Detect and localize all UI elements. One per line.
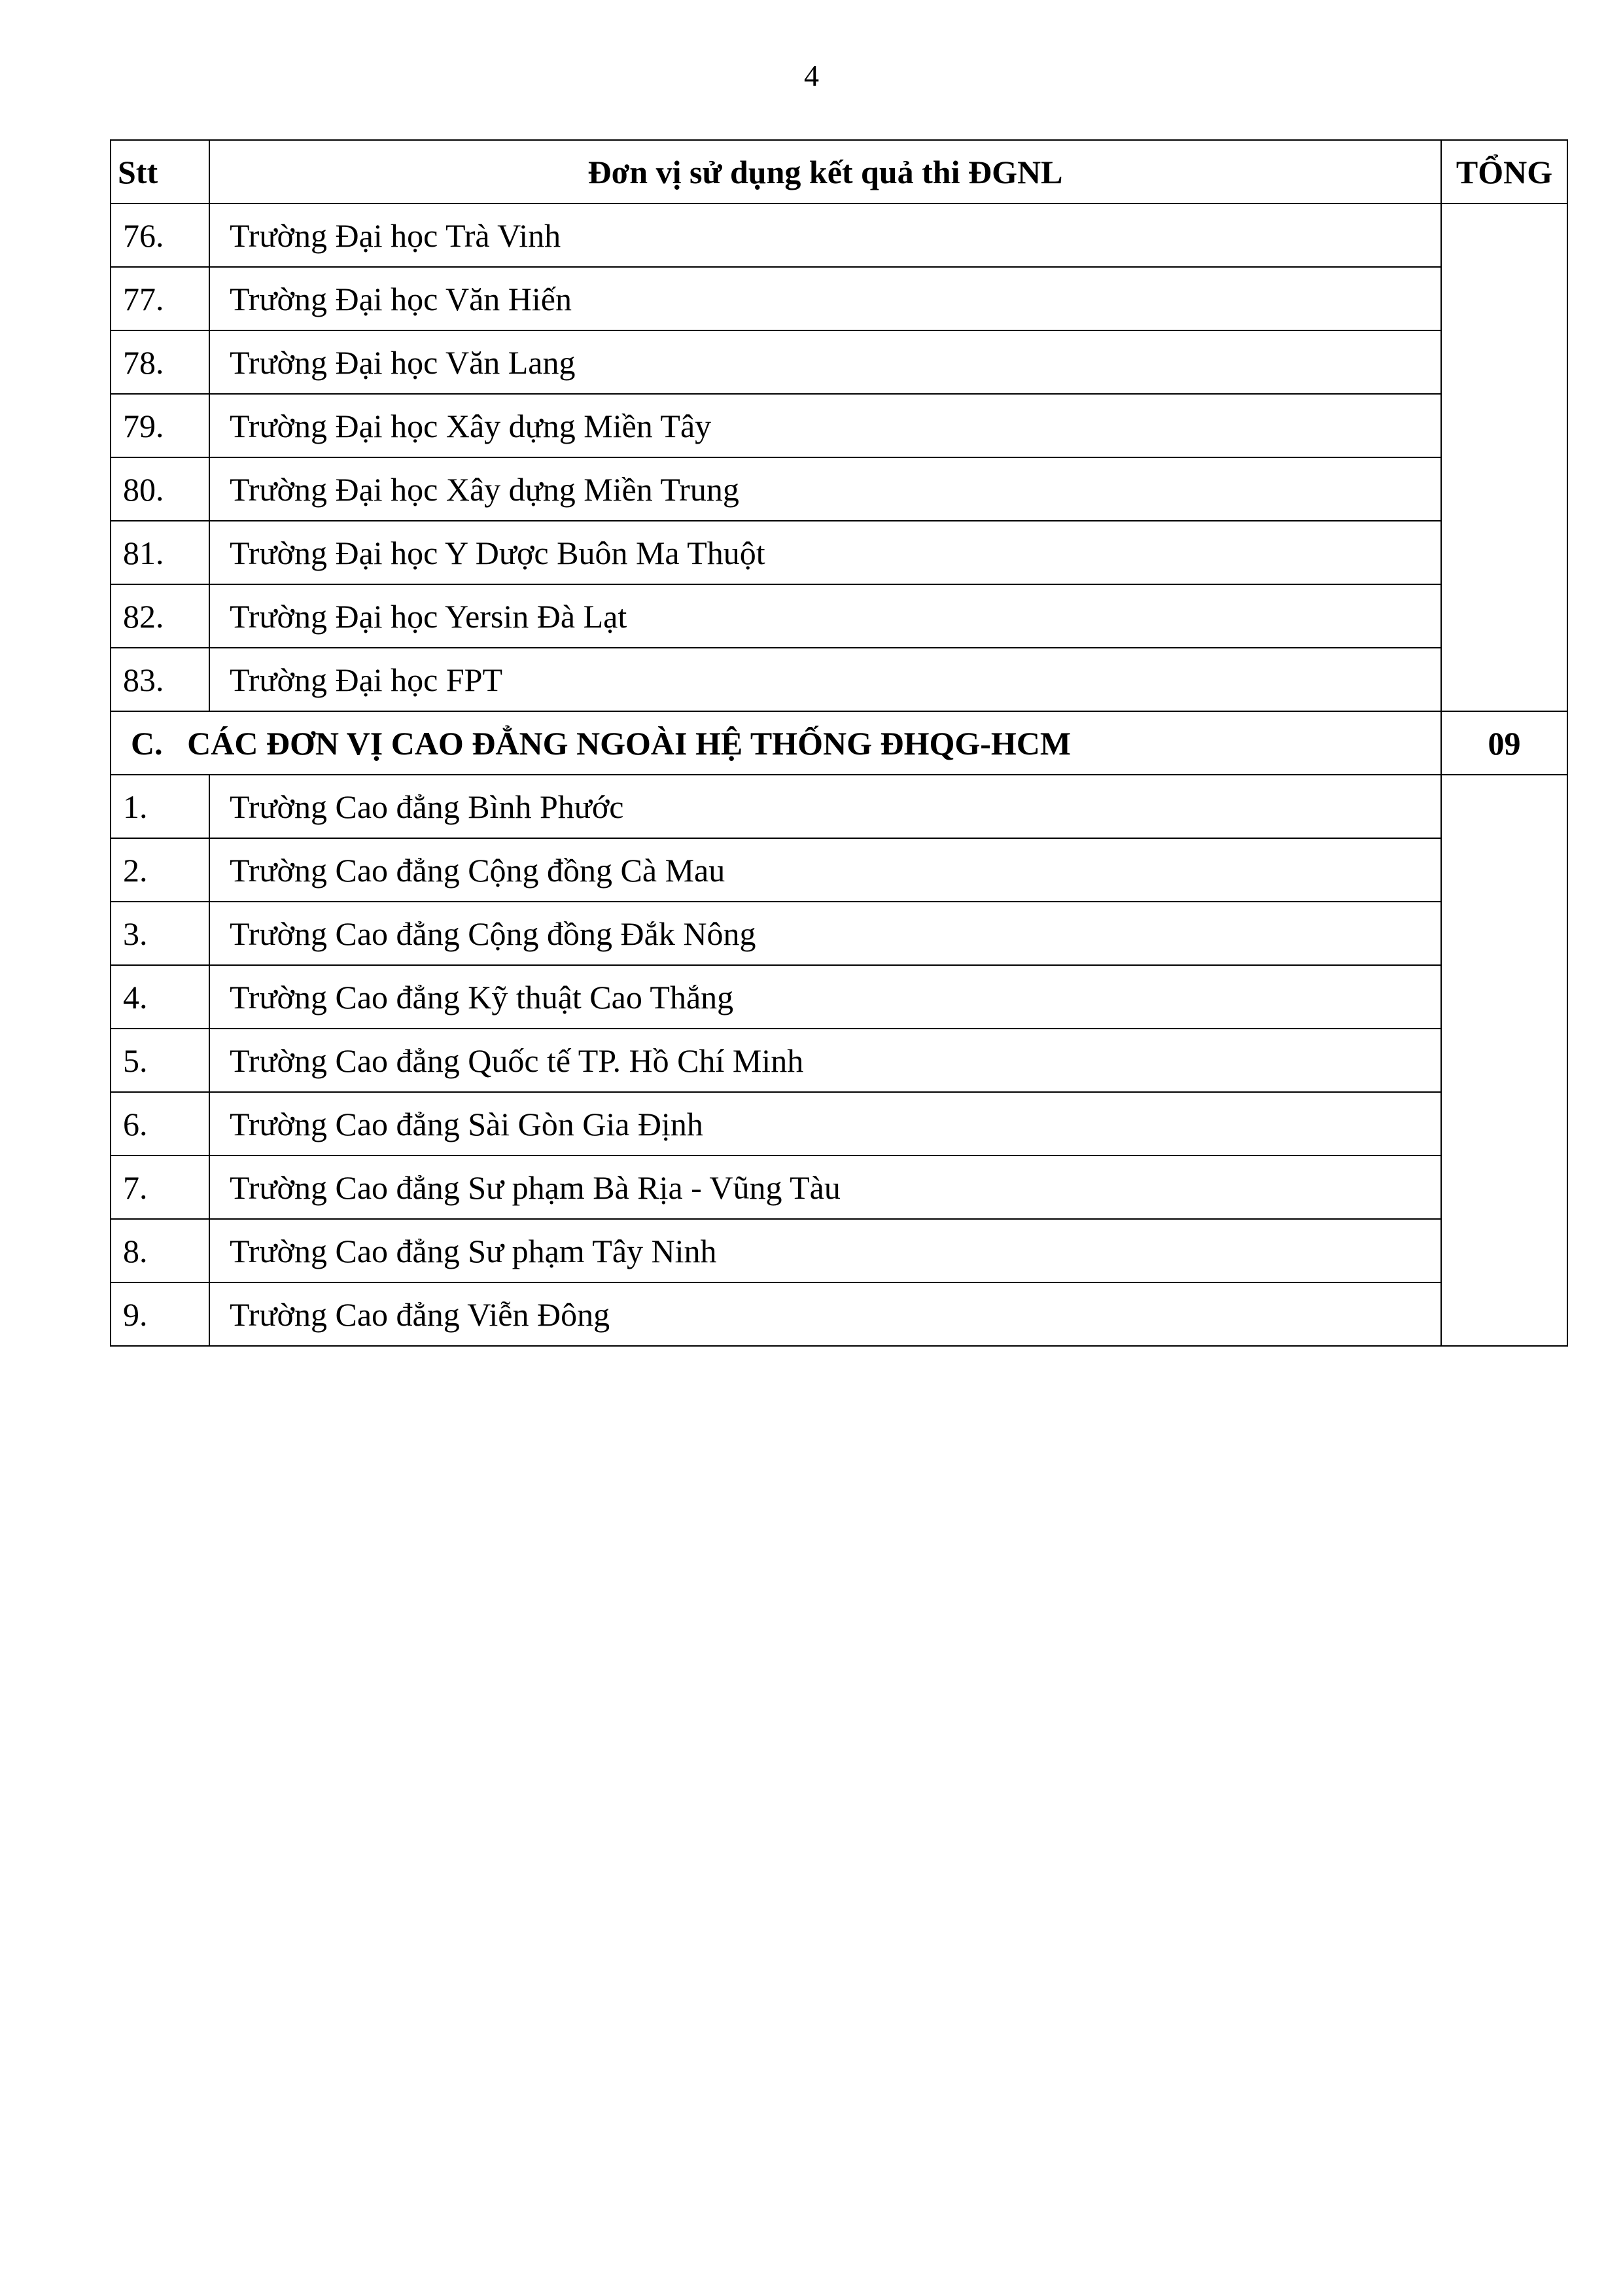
row-unit-name: Trường Đại học Yersin Đà Lạt [209, 584, 1441, 648]
row-stt: 82. [111, 584, 209, 648]
row-unit-name: Trường Đại học Văn Hiến [209, 267, 1441, 330]
row-unit-name: Trường Cao đẳng Sài Gòn Gia Định [209, 1092, 1441, 1156]
row-stt: 83. [111, 648, 209, 711]
table-row [111, 203, 1567, 267]
table-row [111, 838, 1567, 902]
row-stt: 1. [111, 775, 209, 838]
section-c-total: 09 [1441, 711, 1567, 775]
table-row [111, 330, 1567, 394]
row-stt: 76. [111, 203, 209, 267]
row-unit-name: Trường Cao đẳng Viễn Đông [209, 1282, 1441, 1346]
row-total-cell [1441, 203, 1567, 711]
row-stt: 3. [111, 902, 209, 965]
row-stt: 78. [111, 330, 209, 394]
row-unit-name: Trường Cao đẳng Kỹ thuật Cao Thắng [209, 965, 1441, 1029]
row-unit-name: Trường Đại học Trà Vinh [209, 203, 1441, 267]
row-stt: 80. [111, 457, 209, 521]
table-row [111, 1219, 1567, 1282]
table-row [111, 1282, 1567, 1346]
row-stt: 9. [111, 1282, 209, 1346]
header-unit: Đơn vị sử dụng kết quả thi ĐGNL [209, 140, 1441, 203]
row-stt: 77. [111, 267, 209, 330]
section-c-row [111, 711, 1567, 775]
table-row [111, 1156, 1567, 1219]
table-row [111, 267, 1567, 330]
row-unit-name: Trường Đại học FPT [209, 648, 1441, 711]
table-row [111, 648, 1567, 711]
header-stt: Stt [111, 140, 209, 203]
row-unit-name: Trường Cao đẳng Sư phạm Tây Ninh [209, 1219, 1441, 1282]
row-stt: 5. [111, 1029, 209, 1092]
table-row [111, 1029, 1567, 1092]
table-row [111, 1092, 1567, 1156]
table-row [111, 457, 1567, 521]
table-row [111, 394, 1567, 457]
page-number: 4 [804, 59, 819, 92]
table-row [111, 965, 1567, 1029]
table-row [111, 521, 1567, 584]
row-stt: 79. [111, 394, 209, 457]
table-body [111, 203, 1567, 1346]
row-unit-name: Trường Cao đẳng Cộng đồng Đắk Nông [209, 902, 1441, 965]
row-unit-name: Trường Cao đẳng Bình Phước [209, 775, 1441, 838]
table-header-row [111, 140, 1567, 203]
row-stt: 2. [111, 838, 209, 902]
row-unit-name: Trường Đại học Y Dược Buôn Ma Thuột [209, 521, 1441, 584]
row-stt: 4. [111, 965, 209, 1029]
row-unit-name: Trường Đại học Xây dựng Miền Tây [209, 394, 1441, 457]
row-unit-name: Trường Cao đẳng Sư phạm Bà Rịa - Vũng Tàu [209, 1156, 1441, 1219]
row-unit-name: Trường Cao đẳng Quốc tế TP. Hồ Chí Minh [209, 1029, 1441, 1092]
row-unit-name: Trường Đại học Văn Lang [209, 330, 1441, 394]
row-stt: 8. [111, 1219, 209, 1282]
row-stt: 6. [111, 1092, 209, 1156]
row-stt: 7. [111, 1156, 209, 1219]
header-total: TỔNG [1441, 140, 1567, 203]
row-unit-name: Trường Cao đẳng Cộng đồng Cà Mau [209, 838, 1441, 902]
row-total-cell [1441, 775, 1567, 1346]
row-stt: 81. [111, 521, 209, 584]
table-row [111, 902, 1567, 965]
table-row [111, 584, 1567, 648]
row-unit-name: Trường Đại học Xây dựng Miền Trung [209, 457, 1441, 521]
section-c-title: C. CÁC ĐƠN VỊ CAO ĐẲNG NGOÀI HỆ THỐNG ĐHQG-HCM [111, 711, 1441, 775]
units-table [110, 139, 1568, 1347]
table-row [111, 775, 1567, 838]
